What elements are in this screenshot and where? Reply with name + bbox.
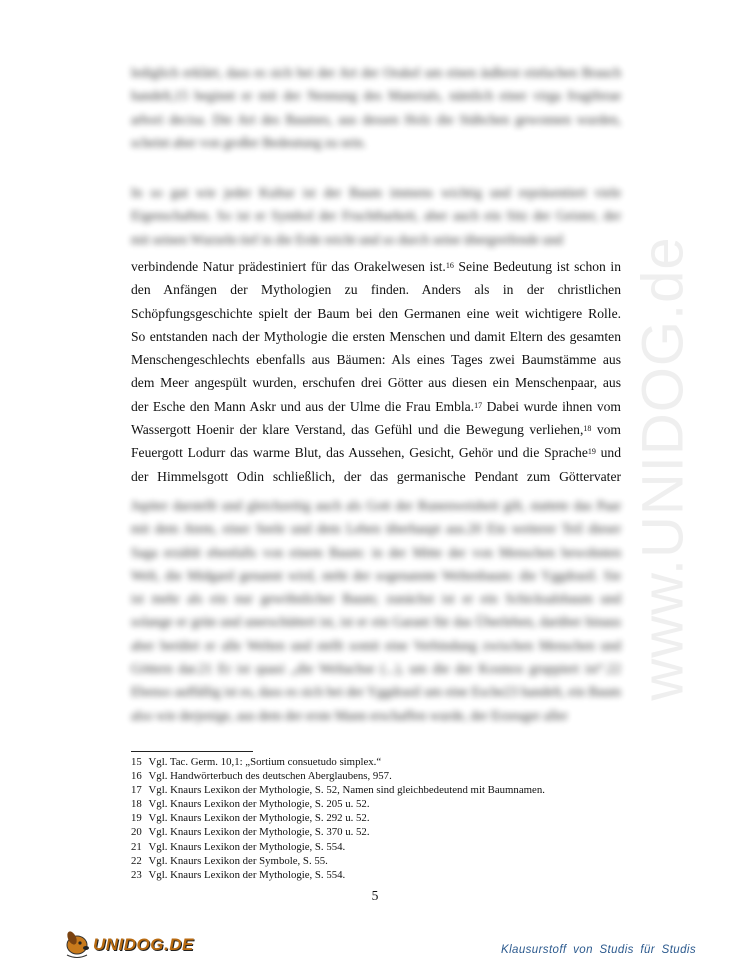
footnote-text: Vgl. Tac. Germ. 10,1: „Sortium consuetudo simplex.“ [146, 756, 382, 768]
text-line: arbori decisa. Die Art des Baumes, aus dessen Holz die Stäbchen gewonnen wurden, [131, 111, 621, 127]
footnote-ref[interactable]: 16 [445, 261, 454, 270]
text-line: verbindende Natur prädestiniert für das Orakelwesen ist.$^{16}$ Seine Bedeutung ist schon in [131, 259, 621, 274]
paragraph-top-blurred [131, 61, 621, 154]
footnote-number: 17 [131, 784, 142, 797]
text-line: Ebenso auffällig ist es, dass es sich bei der Yggdrasil um eine Esche23 handelt, ein Baum [131, 684, 621, 700]
footnote-separator [131, 751, 253, 752]
footnote-text: Vgl. Knaurs Lexikon der Mythologie, S. 292 u. 52. [146, 812, 370, 825]
footnote-item [131, 769, 611, 783]
footnote-text: Vgl. Knaurs Lexikon der Mythologie, S. 52, Namen sind gleichbedeutend mit Baumnamen. [146, 784, 545, 797]
footnote-item [131, 854, 611, 868]
footnote-ref[interactable]: 18 [583, 424, 592, 434]
footnote-text: Vgl. Handwörterbuch des deutschen Aberglaubens, 957. [146, 770, 392, 783]
text-line: solange er grün und unerschüttert ist, ist er ein Garant für das Überleben, darüber hinaus [131, 614, 621, 630]
footnote-text: Vgl. Knaurs Lexikon der Mythologie, S. 554. [146, 840, 346, 853]
text-line: handelt,15 beginnt er mit der Nennung des Materials, nämlich einer virga frugiferae [131, 88, 621, 104]
footnote-item [131, 840, 611, 854]
footnote-text: Vgl. Knaurs Lexikon der Mythologie, S. 370 u. 52. [146, 826, 370, 839]
text-line: der Esche den Mann Askr und aus der Ulme die Frau Embla.$^{17}$ Dabei wurde ihnen vom [131, 398, 621, 414]
text-line: den Anfängen der Mythologien zu finden. Anders als in der christlichen [131, 282, 621, 298]
slogan: Klausurstoff von Studis für Studis [501, 944, 696, 956]
page-number: 5 [371, 888, 379, 903]
text-line: der Himmelsgott Odin schließlich, der das germanische Pendant zum Göttervater [131, 468, 621, 484]
footnote-item [131, 783, 611, 797]
footnote-number: 20 [131, 826, 142, 839]
text-line: Jupiter darstellt und gleichzeitig auch als Gott der Runenweisheit gilt, stattete das Paar [131, 498, 621, 513]
footnotes [131, 755, 611, 882]
text-line: Wassergott Hoenir der klare Verstand, das Gefühl und die Bewegung verliehen,$^{18}$ vom [131, 422, 621, 438]
text-line: In so gut wie jeder Kultur ist der Baum immens wichtig und repräsentiert viele [131, 185, 621, 200]
footnote-item [131, 797, 611, 811]
footnote-item [131, 755, 611, 769]
text-line: also wie derjenige, aus dem der erste Mann erschaffen wurde, der Erzeuger aller [131, 707, 568, 723]
text-line: lediglich erklärt, dass es sich bei der Art der Orakel um einen äußerst einfachen Brauch [131, 65, 621, 80]
footnote-number: 21 [131, 840, 142, 853]
paragraph-main-top-blurred [131, 181, 621, 251]
text-line: Schöpfungsgeschichte spielt der Baum bei den Germanen eine weit wichtigere Rolle. [131, 305, 621, 321]
watermark-text: www.UNIDOG.de [630, 235, 696, 701]
text-line: scheint aber von großer Bedeutung zu sein. [131, 134, 367, 150]
text-line: aber berührt er alle Welten und stellt somit eine Verbindung zwischen Menschen und [131, 637, 621, 653]
footnote-number: 23 [131, 868, 142, 881]
text-line: mit seinen Wurzeln tief in die Erde reicht und so durch seine übergreifende und [131, 231, 563, 247]
text-line: Welt, die Midgard genannt wird, steht der sogenannte Weltenbaum: die Yggdrasil. Sie [131, 567, 621, 583]
paragraph-main-clear [131, 255, 621, 488]
text-line: So entstanden nach der Mythologie die ersten Menschen und damit Eltern des gesamten [131, 328, 621, 344]
footnote-text: Vgl. Knaurs Lexikon der Symbole, S. 55. [146, 854, 328, 867]
footnote-number: 15 [131, 756, 142, 768]
dog-icon [65, 930, 89, 958]
paragraph-main-bottom-blurred [131, 494, 621, 727]
text-line: ist mehr als ein nur gewöhnlicher Baum; zunächst ist er ein Schicksalsbaum und [131, 591, 621, 607]
footnote-item [131, 868, 611, 882]
footnote-number: 18 [131, 798, 142, 811]
footnote-number: 16 [131, 770, 142, 783]
footnote-ref[interactable]: 17 [474, 400, 483, 410]
text-line: Göttern dar.21 Er ist quasi „die Weltachse (...), um die der Kosmos gruppiert ist“.22 [131, 661, 621, 677]
footnote-ref[interactable]: 19 [587, 447, 596, 457]
footnote-number: 19 [131, 812, 142, 825]
footnote-text: Vgl. Knaurs Lexikon der Mythologie, S. 554. [146, 868, 346, 881]
footnote-text: Vgl. Knaurs Lexikon der Mythologie, S. 205 u. 52. [146, 798, 370, 811]
logo-text: UNIDOG.DE [93, 935, 194, 954]
text-line: dem Meer angespült wurden, erschufen drei Götter aus diesen ein Menschenpaar, aus [131, 375, 621, 391]
text-line: Feuergott Lodurr das warme Blut, das Aussehen, Gesicht, Gehör und die Sprache$^{19}$ und [131, 445, 621, 461]
text-line: Menschengeschlechts ebenfalls aus Bäumen: Als eines Tages zwei Baumstämme aus [131, 352, 621, 368]
footnote-number: 22 [131, 854, 142, 867]
text-line: Eigenschaften. So ist er Symbol der Fruchtbarkeit, aber auch ein Sitz der Geister, der [131, 208, 621, 224]
text-line: mit dem Atem, einer Seele und dem Leben überhaupt aus.20 Ein weiterer Teil dieser [131, 521, 621, 537]
footnote-item [131, 825, 611, 839]
text-line: Saga erzählt ebenfalls von einem Baum: in der Mitte der von Menschen bewohnten [131, 544, 621, 560]
footnote-item [131, 811, 611, 825]
